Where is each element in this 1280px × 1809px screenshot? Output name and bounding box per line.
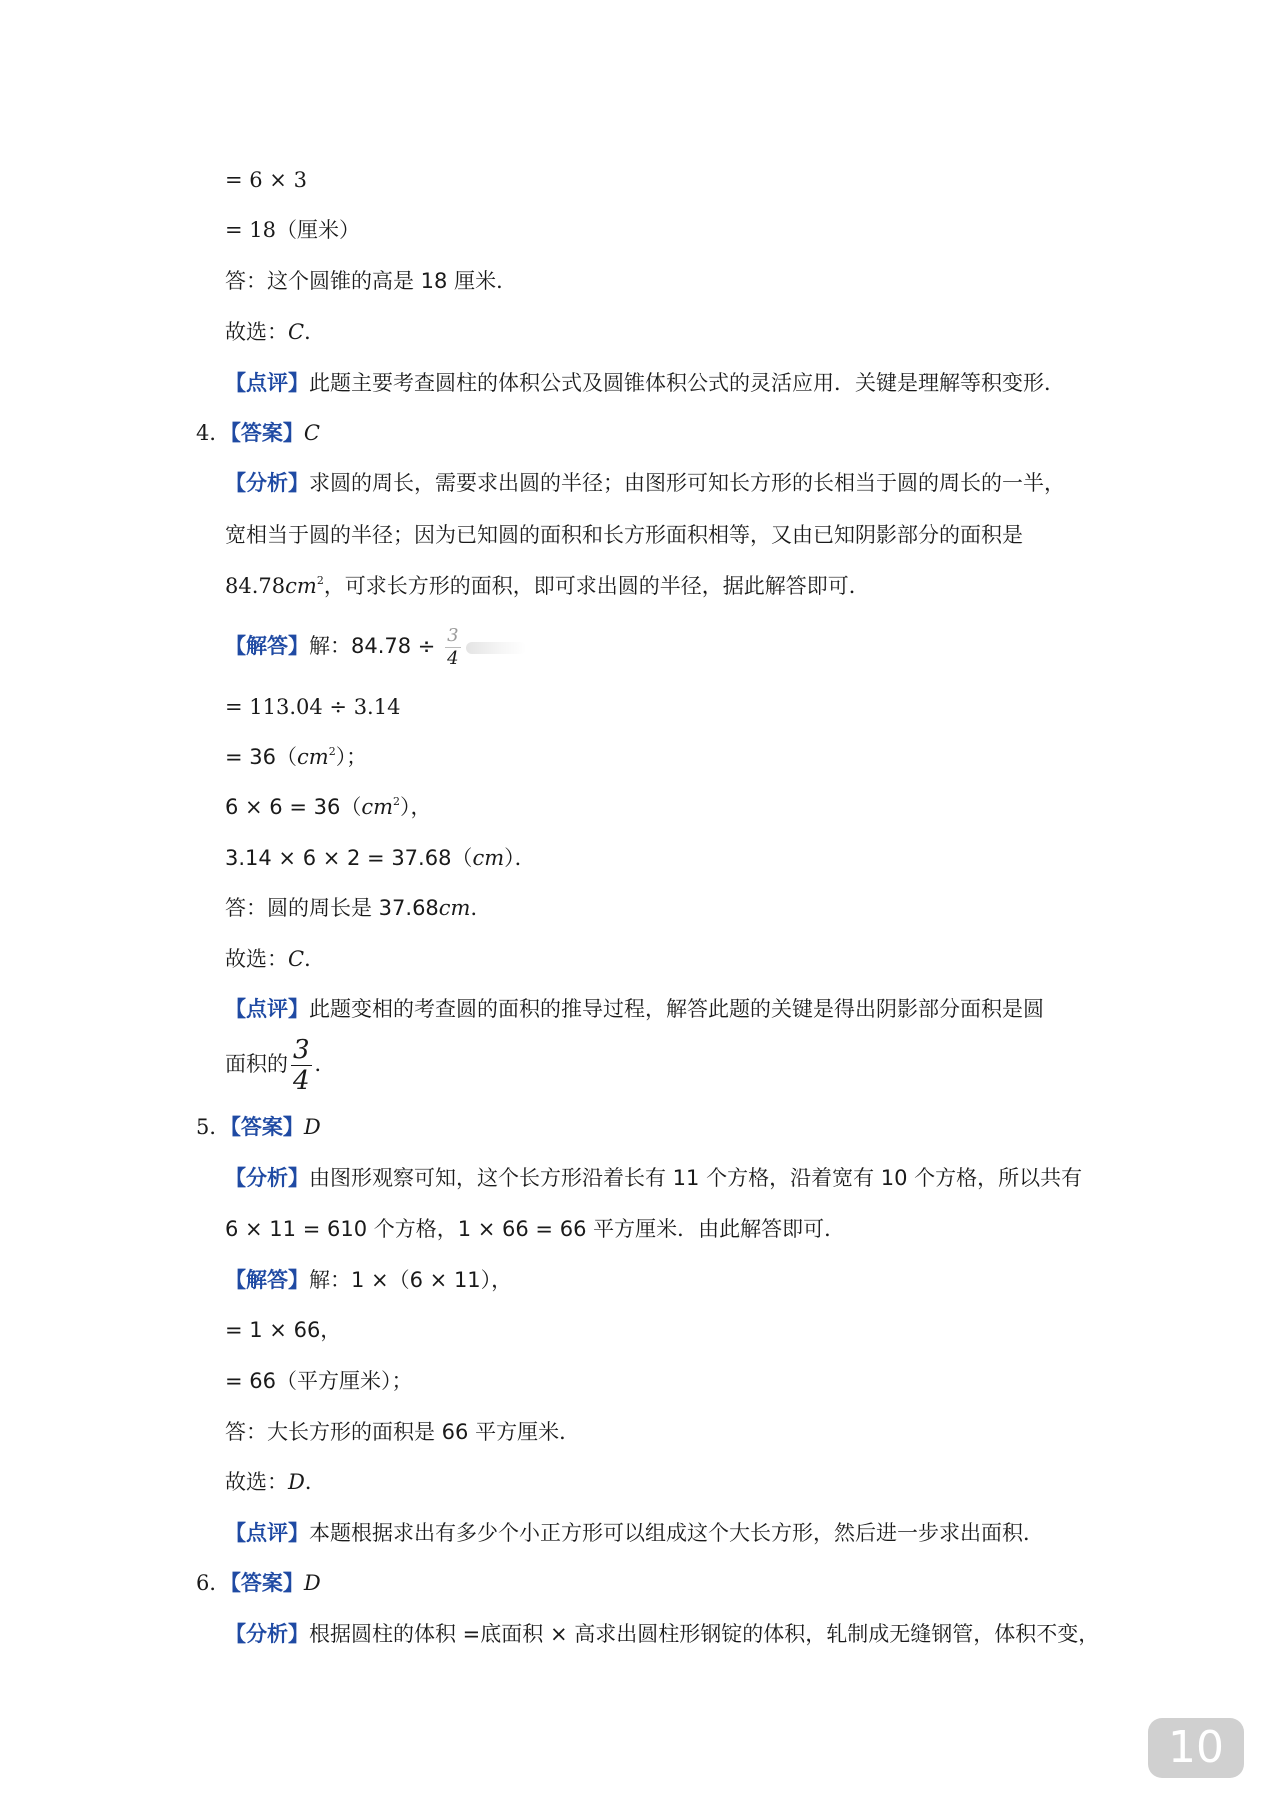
q5-answer-choice: D: [303, 1115, 321, 1139]
q4-area-unit-exp: 2: [316, 574, 324, 587]
q4-step-3-a: 6 × 6 = 36（: [225, 795, 362, 819]
q5-comment: [225, 1518, 1044, 1548]
q4-solution-text: 解：84.78 ÷: [309, 634, 443, 658]
q4-answer-line: [196, 418, 320, 448]
solution-tag: 【解答】: [225, 634, 309, 658]
q4-step-2-a: = 36（: [225, 745, 297, 769]
q4-step-2: [225, 742, 367, 772]
q5-analysis-text-1: 由图形观察可知，这个长方形沿着长有 11 个方格，沿着宽有 10 个方格，所以共有: [309, 1166, 1083, 1190]
q6-analysis-text-1: 根据圆柱的体积 =底面积 × 高求出圆柱形钢锭的体积，轧制成无缝钢管，体积不变，: [309, 1622, 1100, 1646]
q4-step-4-unit: cm: [472, 846, 505, 870]
q4-step-3-exp: 2: [393, 795, 401, 808]
q4-solution-fraction: [445, 627, 460, 668]
q4-analysis-line-1: [225, 468, 1065, 498]
q3-choice-suffix: ．: [304, 320, 326, 344]
q6-analysis-line-1: [225, 1619, 1099, 1649]
q4-fraction-denominator: 4: [447, 648, 459, 669]
q6-answer-line: [196, 1568, 321, 1598]
q4-solution-line: [225, 624, 526, 668]
analysis-tag: 【分析】: [225, 1622, 309, 1646]
q4-answer-statement: [225, 893, 491, 923]
q3-step-1: = 6 × 3: [225, 168, 307, 192]
q4-step-2-exp: 2: [328, 745, 336, 758]
q5-choice-line: [225, 1467, 326, 1497]
analysis-tag: 【分析】: [225, 1166, 309, 1190]
q4-step-4: [225, 843, 536, 873]
q6-number: 6．: [196, 1571, 231, 1595]
q5-answer-statement: 答：大长方形的面积是 66 平方厘米．: [225, 1420, 581, 1444]
q4-comment-suffix: ．: [314, 1052, 336, 1076]
solution-tag: 【解答】: [225, 1268, 309, 1292]
blurred-region: [466, 642, 526, 654]
answer-tag: 【答案】: [230, 421, 304, 445]
q5-choice-prefix: 故选：: [225, 1470, 288, 1494]
q4-step-3: [225, 792, 432, 822]
q3-choice-letter: C: [288, 320, 305, 344]
q5-number: 5．: [196, 1115, 231, 1139]
q4-comment-fraction-denominator: 4: [293, 1066, 310, 1096]
q4-step-1: = 113.04 ÷ 3.14: [225, 695, 401, 719]
q4-analysis-line-2: 宽相当于圆的半径；因为已知圆的面积和长方形面积相等，又由已知阴影部分的面积是: [225, 523, 1023, 547]
q4-analysis-text-1: 求圆的周长，需要求出圆的半径；由图形可知长方形的长相当于圆的周长的一半，: [309, 471, 1065, 495]
q4-step-3-b: ），: [400, 795, 432, 819]
q4-step-2-b: ）；: [335, 745, 368, 769]
q4-step-2-unit: cm: [297, 745, 329, 769]
q5-solution-line: [225, 1265, 512, 1295]
q6-answer-choice: D: [303, 1571, 321, 1595]
q4-comment-text-1: 此题变相的考查圆的面积的推导过程，解答此题的关键是得出阴影部分面积是圆: [309, 997, 1044, 1021]
q5-step-1: = 1 × 66，: [225, 1318, 342, 1342]
analysis-tag: 【分析】: [225, 471, 309, 495]
answer-tag: 【答案】: [230, 1115, 304, 1139]
page-number-badge: 10: [1148, 1718, 1244, 1778]
answer-tag: 【答案】: [230, 1571, 304, 1595]
q3-step-2: = 18（厘米）: [225, 218, 360, 242]
q3-answer-statement: 答：这个圆锥的高是 18 厘米．: [225, 269, 518, 293]
q5-choice-letter: D: [288, 1470, 305, 1494]
q5-comment-text: 本题根据求出有多少个小正方形可以组成这个大长方形，然后进一步求出面积．: [309, 1521, 1044, 1545]
q4-step-3-unit: cm: [361, 795, 394, 819]
q4-comment-fraction: [291, 1037, 312, 1094]
q5-answer-line: [196, 1112, 321, 1142]
q4-area-unit: cm: [285, 574, 317, 598]
comment-tag: 【点评】: [225, 1521, 309, 1545]
q5-step-2: = 66（平方厘米）；: [225, 1369, 413, 1393]
q4-step-4-b: ）．: [504, 846, 536, 870]
q5-analysis-line-2: 6 × 11 = 610 个方格，1 × 66 = 66 平方厘米．由此解答即可．: [225, 1217, 846, 1241]
q3-choice-prefix: 故选：: [225, 320, 288, 344]
q4-analysis-text-3: ，可求长方形的面积，即可求出圆的半径，据此解答即可．: [323, 574, 870, 598]
q3-comment-text: 此题主要考查圆柱的体积公式及圆锥体积公式的灵活应用．关键是理解等积变形．: [309, 371, 1065, 395]
q4-comment-line-2: [225, 1030, 336, 1098]
q5-choice-suffix: ．: [304, 1470, 326, 1494]
q4-number: 4．: [196, 421, 231, 445]
q4-choice-letter: C: [288, 947, 305, 971]
q4-comment-prefix: 面积的: [225, 1052, 288, 1076]
q4-area-value: 84.78: [225, 574, 286, 598]
q4-choice-line: [225, 944, 325, 974]
comment-tag: 【点评】: [225, 371, 309, 395]
q4-answer-statement-a: 答：圆的周长是 37.68: [225, 896, 439, 920]
q4-answer-choice: C: [303, 421, 320, 445]
q4-choice-suffix: ．: [304, 947, 326, 971]
q4-analysis-line-3: [225, 571, 870, 601]
comment-tag: 【点评】: [225, 997, 309, 1021]
q4-answer-statement-unit: cm: [438, 896, 471, 920]
q4-comment-line-1: [225, 994, 1044, 1024]
q4-answer-statement-b: ．: [470, 896, 492, 920]
q4-fraction-numerator: 3: [447, 625, 459, 646]
q4-choice-prefix: 故选：: [225, 947, 288, 971]
q4-comment-fraction-numerator: 3: [293, 1035, 310, 1065]
q3-comment: [225, 368, 1065, 398]
q4-step-4-a: 3.14 × 6 × 2 = 37.68（: [225, 846, 473, 870]
q3-choice-line: [225, 317, 325, 347]
q5-solution-text: 解：1 ×（6 × 11），: [309, 1268, 513, 1292]
q5-analysis-line-1: [225, 1163, 1082, 1193]
